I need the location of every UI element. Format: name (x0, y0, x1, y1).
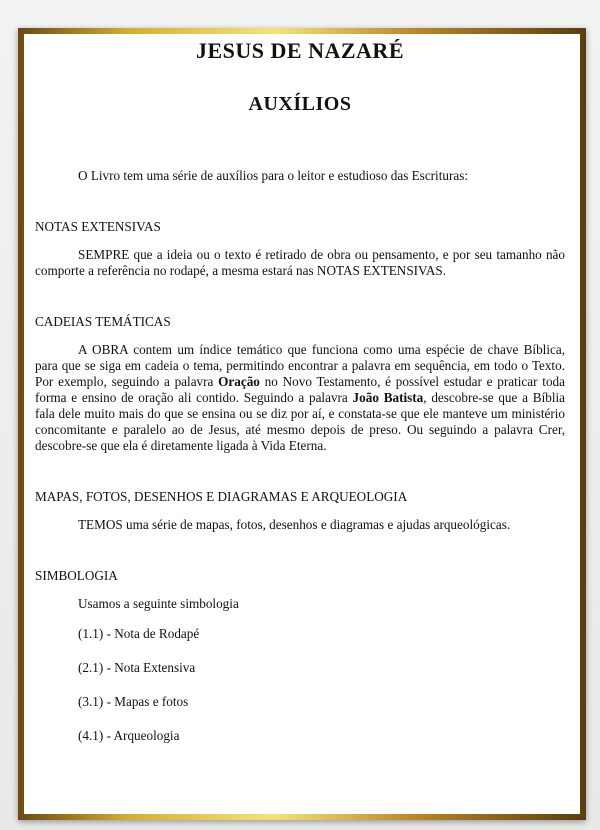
list-item: (1.1) - Nota de Rodapé (78, 626, 200, 641)
cadeias-tematicas-paragraph (35, 342, 565, 454)
document-title: JESUS DE NAZARÉ (196, 38, 404, 63)
list-item: (3.1) - Mapas e fotos (78, 694, 189, 709)
simbologia-intro: Usamos a seguinte simbologia (78, 596, 239, 611)
list-item: (4.1) - Arqueologia (78, 728, 180, 743)
keyword-oracao: Oração (218, 374, 260, 389)
section-heading-simbologia: SIMBOLOGIA (35, 568, 118, 583)
intro-paragraph: O Livro tem uma série de auxílios para o leitor e estudioso das Escrituras: (78, 168, 469, 183)
cadeias-text-part-1: A OBRA contem um índice temático que funciona como uma espécie de chave Bíblica, para que se siga em cadeia o tema, permitindo encontrar a palavra em sequência, em todo o Texto. Por exemplo, seguindo a palavra (35, 342, 565, 389)
document-content (35, 38, 565, 744)
simbologia-list (35, 626, 565, 744)
keyword-joao-batista: João Batista (352, 390, 424, 405)
cadeias-text-part-3: , descobre-se que a Bíblia fala dele muito mais do que se ensina ou se diz por aí, e constata-se que ele manteve um ministério concomitante e paralelo ao de Jesus, até mesmo depois de preso. Ou seguindo a palavra Crer, descobre-se que ela é diretamente ligada à Vida Eterna. (35, 390, 566, 453)
mapas-paragraph: TEMOS uma série de mapas, fotos, desenhos e diagramas e ajudas arqueológicas. (78, 517, 511, 532)
cadeias-text-part-2: no Novo Testamento, é possível estudar e praticar toda forma e ensino de oração ali contido. Seguindo a palavra (35, 374, 565, 405)
document-subtitle: AUXÍLIOS (248, 93, 352, 115)
section-heading-mapas: MAPAS, FOTOS, DESENHOS E DIAGRAMAS E ARQUEOLOGIA (35, 489, 408, 504)
section-heading-notas-extensivas: NOTAS EXTENSIVAS (35, 219, 161, 234)
notas-extensivas-paragraph: SEMPRE que a ideia ou o texto é retirado de obra ou pensamento, e por seu tamanho não comporte a referência no rodapé, a mesma estará nas NOTAS EXTENSIVAS. (35, 247, 565, 278)
list-item: (2.1) - Nota Extensiva (78, 660, 196, 675)
section-heading-cadeias-tematicas: CADEIAS TEMÁTICAS (35, 314, 171, 329)
